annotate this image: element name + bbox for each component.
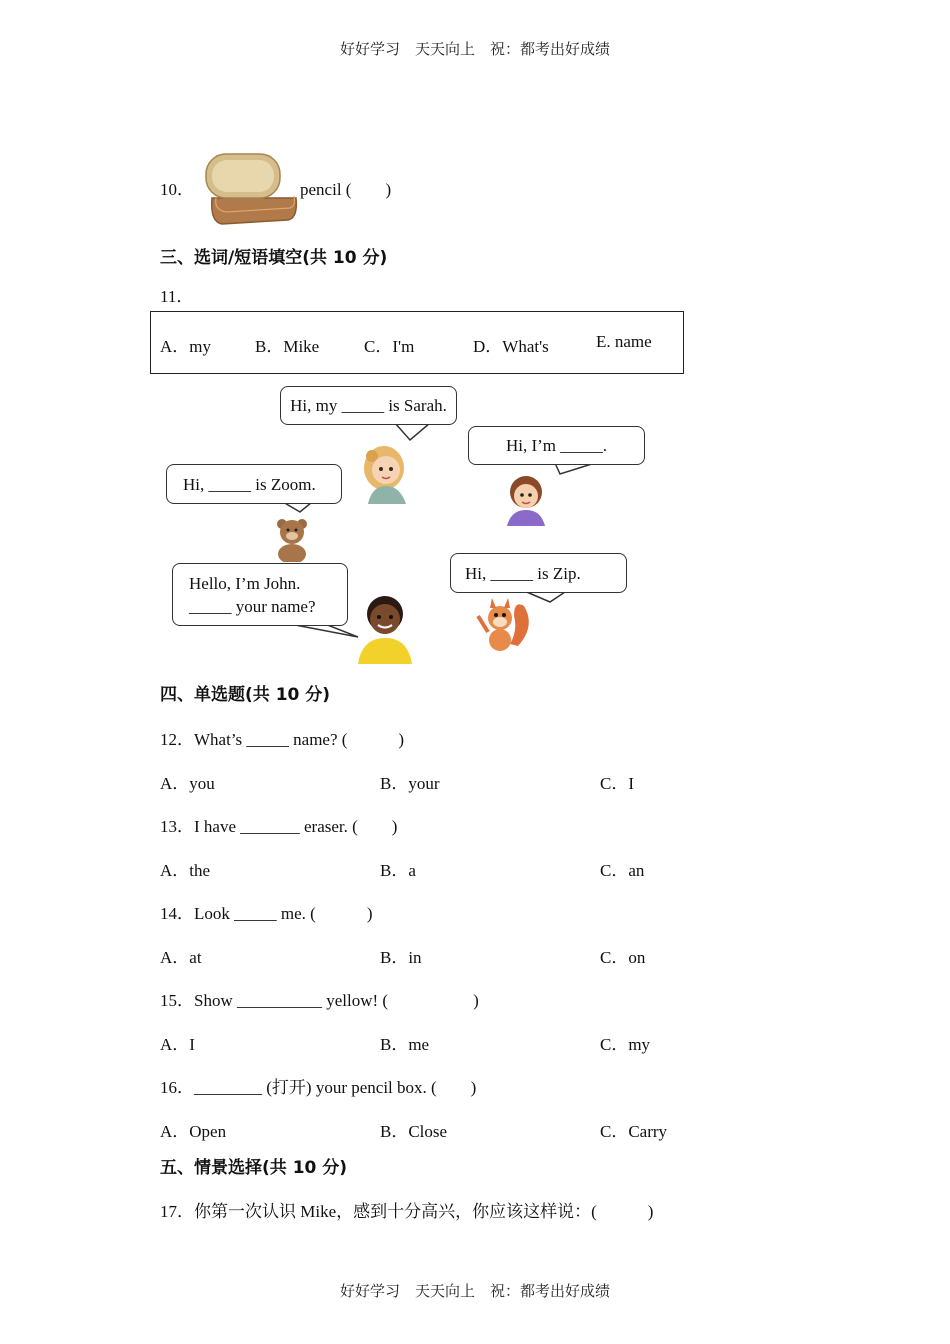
sarah-character-image: [360, 442, 412, 504]
boy-character-image: [503, 472, 549, 526]
q16-option-a: A．Open: [160, 1122, 227, 1141]
word-option-b: B．Mike: [255, 337, 320, 356]
q13-option-b: B．a: [380, 861, 416, 880]
q14-option-b: B．in: [380, 948, 422, 967]
q16-option-c: C．Carry: [600, 1122, 668, 1141]
q15-option-b: B．me: [380, 1035, 430, 1054]
q11-number: 11．: [160, 287, 194, 306]
john-character-image: [356, 592, 414, 664]
q16-stem: 16．________ (打开) your pencil box. ( ): [160, 1078, 477, 1097]
q12-option-c: C．I: [600, 774, 634, 793]
q12-stem: 12．What’s _____ name? ( ): [160, 730, 405, 749]
q15-option-c: C．my: [600, 1035, 651, 1054]
section4-title: 四、单选题(共 10 分): [160, 685, 331, 705]
bubble-john: [172, 563, 348, 626]
word-option-d: D．What's: [473, 337, 549, 356]
q17-stem: 17．你第一次认识 Mike，感到十分高兴，你应该这样说：( ): [160, 1202, 654, 1221]
q12-option-a: A．you: [160, 774, 215, 793]
bubble-boy: Hi, I’m _____.: [468, 426, 645, 465]
section3-title: 三、选词/短语填空(共 10 分): [160, 248, 388, 268]
q13-option-c: C．an: [600, 861, 645, 880]
section5-title: 五、情景选择(共 10 分): [160, 1158, 348, 1178]
q15-stem: 15．Show __________ yellow! ( ): [160, 991, 479, 1010]
bubble-john-line1: Hello, I’m John.: [189, 574, 301, 593]
q10-number: 10．: [160, 180, 194, 199]
word-option-a: A．my: [160, 337, 211, 356]
bubble-zoom: Hi, _____ is Zoom.: [166, 464, 342, 504]
zip-squirrel-image: [474, 596, 536, 652]
bubble-zip: Hi, _____ is Zip.: [450, 553, 627, 593]
q14-stem: 14．Look _____ me. ( ): [160, 904, 373, 923]
q15-option-a: A．I: [160, 1035, 195, 1054]
q13-option-a: A．the: [160, 861, 211, 880]
q12-option-b: B．your: [380, 774, 440, 793]
word-option-c: C．I'm: [364, 337, 415, 356]
q14-option-c: C．on: [600, 948, 646, 967]
page-footer: 好好学习 天天向上 祝：都考出好成绩: [339, 1282, 610, 1300]
q14-option-a: A．at: [160, 948, 202, 967]
zoom-bear-image: [272, 516, 316, 562]
bubble-sarah: Hi, my _____ is Sarah.: [280, 386, 457, 425]
q10-word: pencil ( ): [300, 180, 392, 199]
page-header: 好好学习 天天向上 祝：都考出好成绩: [339, 40, 610, 58]
bubble-john-line2: _____ your name?: [189, 597, 316, 616]
word-option-e: E. name: [596, 332, 652, 351]
q16-option-b: B．Close: [380, 1122, 448, 1141]
q13-stem: 13．I have _______ eraser. ( ): [160, 817, 398, 836]
